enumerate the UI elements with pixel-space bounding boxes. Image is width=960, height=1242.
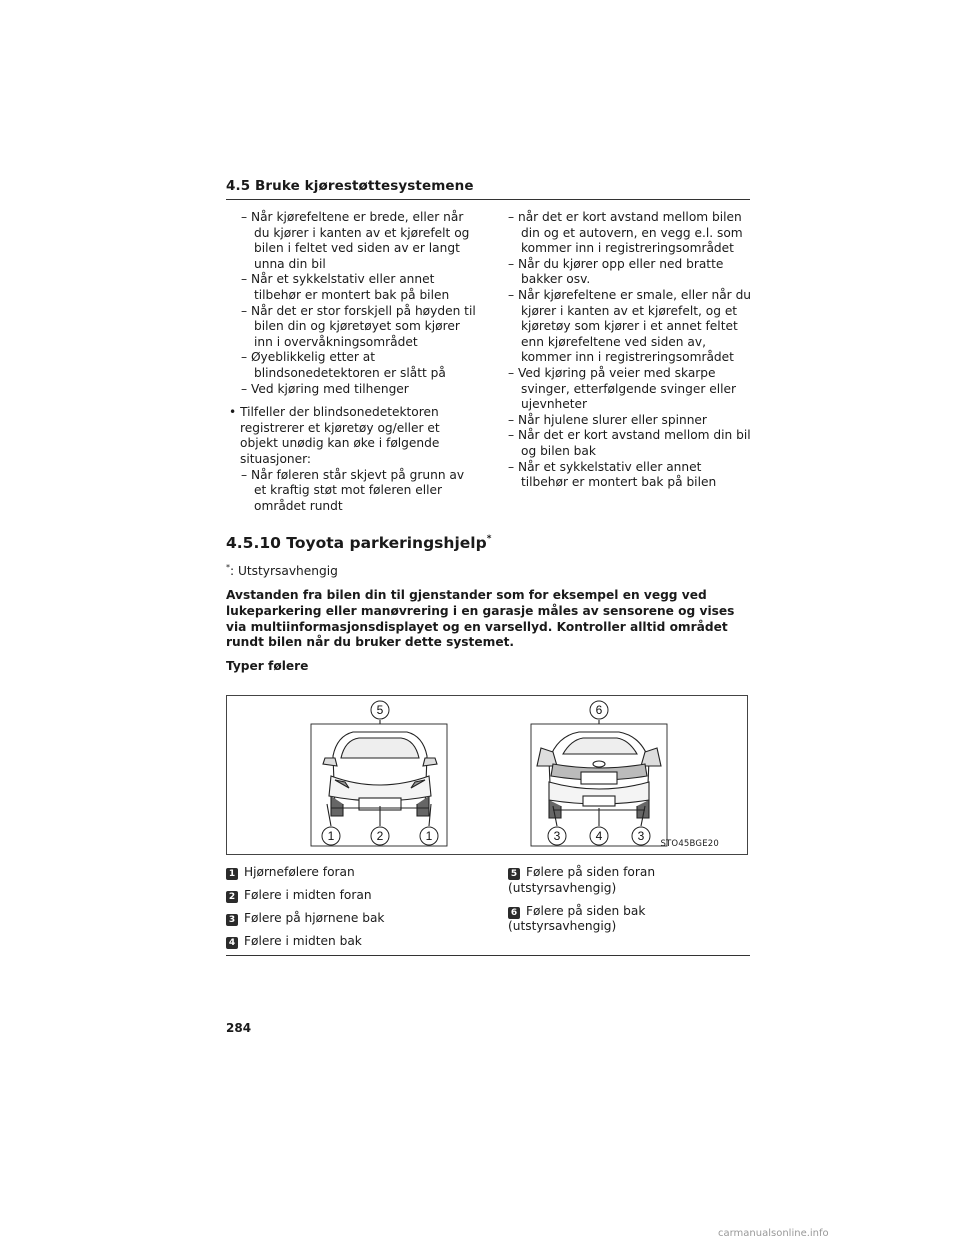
car-illustration xyxy=(227,696,747,854)
list-item: – Ved kjøring på veier med skarpe svinger, etterfølgende svinger eller ujevnheter xyxy=(508,365,737,412)
legend-left xyxy=(226,865,476,957)
list-item: – Øyeblikkelig etter at blindsonedetektoren er slått på xyxy=(241,350,446,380)
legend-item: 6 Følere på siden bak (utstyrsavhengig) xyxy=(508,903,646,934)
list-item: – Når et sykkelstativ eller annet tilbehør er montert bak på bilen xyxy=(241,272,450,302)
legend-right xyxy=(508,865,752,942)
callout-1: 1 xyxy=(425,829,433,843)
callout-4: 4 xyxy=(595,829,603,843)
list-item: – Når kjørefeltene er smale, eller når du kjører i kanten av et kjørefelt, og et kjøretøy som kjører i et annet feltet enn kjørefeltene ved siden av, kommer inn i registreringsområdet xyxy=(508,287,752,365)
legend-item: 4 Følere i midten bak xyxy=(226,934,476,950)
section-header: 4.5 Bruke kjørestøttesystemene xyxy=(226,178,474,194)
number-badge: 1 xyxy=(226,868,238,880)
left-column xyxy=(226,210,476,514)
section-title: 4.5.10 Toyota parkeringshjelp* xyxy=(226,534,492,552)
equipment-note: *: Utstyrsavhengig xyxy=(226,563,338,579)
list-item: – Når et sykkelstativ eller annet tilbehør er montert bak på bilen xyxy=(508,459,717,490)
callout-5: 5 xyxy=(376,703,384,717)
option-mark: * xyxy=(486,534,492,544)
callout-3: 3 xyxy=(553,829,561,843)
intro-paragraph: Avstanden fra bilen din til gjenstander som for eksempel en vegg ved lukeparkering eller manøvrering i en garasje måles av sensorene og vises via multiinformasjonsdisplayet og en varsellyd. Kontroller alltid området rundt bilen når du bruker dette systemet. xyxy=(226,588,735,650)
number-badge: 6 xyxy=(508,907,520,919)
list-item: – Når det er kort avstand mellom din bil og bilen bak xyxy=(508,428,751,458)
list-item: – Når du kjører opp eller ned bratte bakker osv. xyxy=(508,256,724,287)
number-badge: 5 xyxy=(508,868,520,880)
number-badge: 3 xyxy=(226,914,238,926)
list-item: – Når det er stor forskjell på høyden til bilen din og kjøretøyet som kjører inn i overvåkningsområdet xyxy=(241,303,476,349)
page-number: 284 xyxy=(226,1021,252,1035)
callout-3: 3 xyxy=(637,829,645,843)
bottom-divider xyxy=(226,955,750,956)
list-item: – når det er kort avstand mellom bilen din og et autovern, en vegg e.l. som kommer inn i registreringsområdet xyxy=(508,210,743,256)
list-item: – Når kjørefeltene er brede, eller når du kjører i kanten av et kjørefelt og bilen i feltet ved siden av er langt unna din bil xyxy=(241,210,470,271)
list-item: – Når føleren står skjevt på grunn av et kraftig støt mot føleren eller området rundt xyxy=(241,467,465,513)
subheading: Typer følere xyxy=(226,659,309,673)
figure-code: STO45BGE20 xyxy=(660,839,719,849)
right-column xyxy=(508,210,752,491)
list-item: – Ved kjøring med tilhenger xyxy=(241,381,409,396)
list-item: – Når hjulene slurer eller spinner xyxy=(508,412,707,427)
legend-item: 3 Følere på hjørnene bak xyxy=(226,911,476,927)
callout-1: 1 xyxy=(327,829,335,843)
legend-item: 1 Hjørnefølere foran xyxy=(226,865,476,881)
number-badge: 4 xyxy=(226,937,238,949)
callout-2: 2 xyxy=(376,829,384,843)
number-badge: 2 xyxy=(226,891,238,903)
sensor-figure xyxy=(226,695,748,855)
bullet-item: • Tilfeller der blindsonedetektoren registrerer et kjøretøy og/eller et objekt unødig kan øke i følgende situasjoner: xyxy=(229,405,440,466)
legend-item: 2 Følere i midten foran xyxy=(226,888,476,904)
watermark: carmanualsonline.info xyxy=(718,1228,829,1239)
header-divider xyxy=(226,199,750,200)
legend-item: 5 Følere på siden foran (utstyrsavhengig) xyxy=(508,865,656,895)
callout-6: 6 xyxy=(595,703,603,717)
